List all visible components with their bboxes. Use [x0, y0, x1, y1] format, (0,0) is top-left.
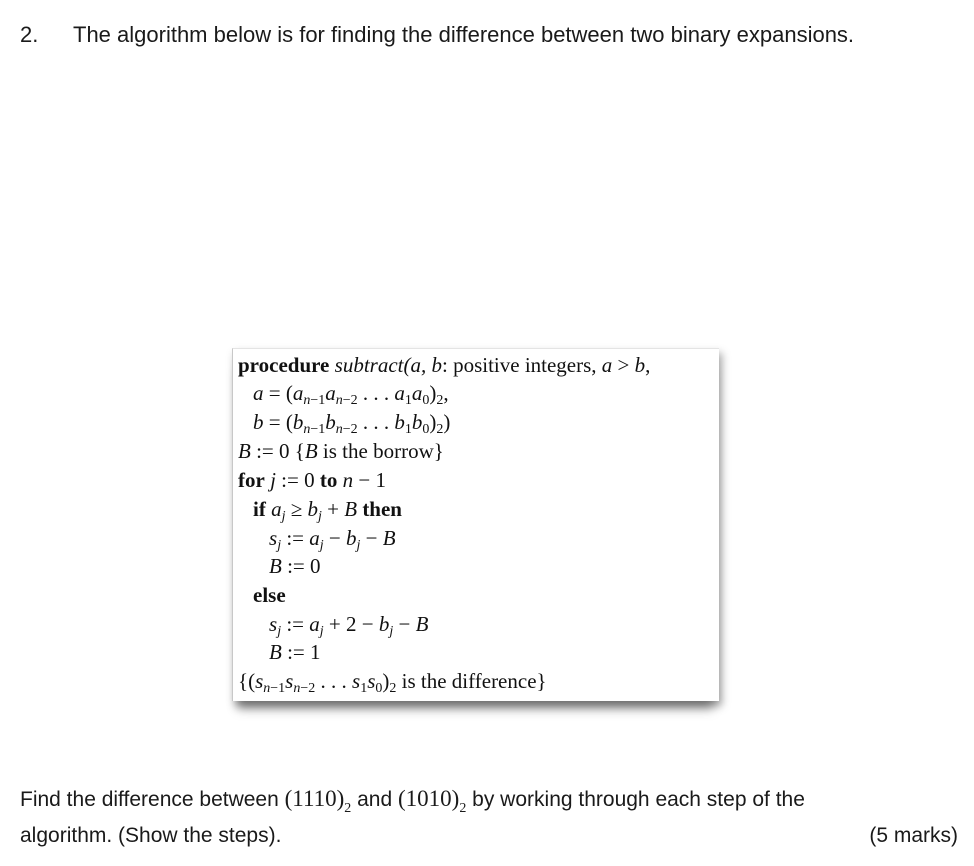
question-intro: The algorithm below is for finding the difference between two binary expansions. — [73, 22, 855, 47]
keyword-procedure: procedure — [238, 353, 330, 377]
first-number-base: 2 — [344, 801, 352, 816]
algo-line-for: for j := 0 to n − 1 — [238, 468, 386, 492]
algo-line-procedure: procedure subtract(a, b: positive integers, a > b, — [238, 353, 651, 377]
task-and: and — [357, 788, 393, 811]
task-part2: by working through each step of the — [472, 788, 805, 811]
first-binary-number: (1110) — [284, 786, 345, 811]
keyword-to: to — [319, 468, 338, 492]
algo-line-b-def: $b = (b_n-1b_n-2$ . . . b1b0)2) — [253, 410, 451, 437]
algo-line-sj-assign-2: $s_j$ := $a_j + 2 - b_j - B$ — [269, 612, 429, 639]
question-number: 2. — [20, 22, 39, 47]
second-number-base: 2 — [459, 801, 467, 816]
algo-line-else — [253, 583, 286, 608]
task-part1: Find the difference between — [20, 788, 279, 811]
algo-line-sj-assign-1: $s_j$ := $a_j - b_j - B$ — [269, 526, 396, 553]
keyword-if: if — [253, 497, 266, 521]
task-line-1 — [20, 786, 805, 817]
keyword-else: else — [253, 583, 286, 607]
algo-line-borrow-init: B := 0 {B is the borrow} — [238, 439, 444, 463]
difference-comment: is the difference} — [396, 669, 547, 693]
keyword-for: for — [238, 468, 265, 492]
procedure-params: (a, b — [403, 353, 442, 377]
algo-line-borrow-zero: B := 0 — [269, 554, 321, 578]
task-line-2: algorithm. (Show the steps). — [20, 824, 282, 847]
marks-label: (5 marks) — [869, 824, 958, 847]
algo-line-borrow-one: B := 1 — [269, 640, 321, 664]
keyword-then: then — [362, 497, 402, 521]
procedure-name: subtract — [334, 353, 404, 377]
second-binary-number: (1010) — [398, 786, 460, 811]
algo-line-a-def: $a = (a_n-1a_n-2$ . . . a1a0)2, — [253, 381, 449, 408]
algo-line-difference: {($s_n-1s_n-2$ . . . s1s0)2 is the difference} — [238, 669, 547, 696]
algorithm-box — [232, 348, 719, 701]
algo-line-if: if $a_j \ge b_j + B$ then — [253, 497, 402, 524]
